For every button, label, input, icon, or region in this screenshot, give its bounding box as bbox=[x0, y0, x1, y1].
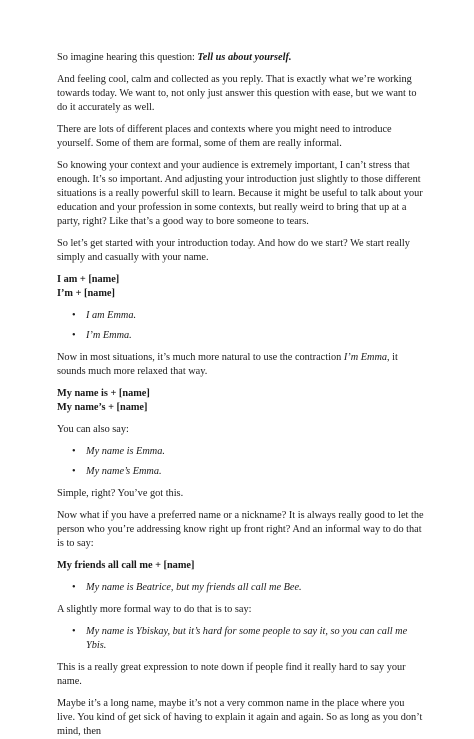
example-list-friends bbox=[57, 581, 424, 595]
example-list-i-am bbox=[57, 309, 424, 343]
paragraph-audience: So knowing your context and your audience is extremely important, I can’t stress that enough. It’s so important. And adjusting your introduction just slightly to those different situations is a really powerful skill to learn. Because it might be useful to talk about your education and your profession in some contexts, but really weird to bring that up at a party, right? Like that’s a good way to bore someone to tears. bbox=[57, 160, 423, 227]
intro-paragraph bbox=[57, 51, 424, 65]
paragraph-also-say: You can also say: bbox=[57, 424, 129, 435]
pattern-heading-my-name bbox=[57, 387, 424, 415]
example-item: • My name is Ybiskay, but it’s hard for some people to say it, so you can call me Ybis. bbox=[86, 625, 424, 653]
paragraph-contraction bbox=[57, 351, 424, 379]
example-list-my-name bbox=[57, 445, 424, 479]
example-item: • My name’s Emma. bbox=[86, 465, 424, 479]
pattern-line: My name’s + [name] bbox=[57, 402, 148, 413]
paragraph-contexts: There are lots of different places and contexts where you might need to introduce yourself. Some of them are formal, some of them are really informal. bbox=[57, 124, 392, 149]
intro-text: So imagine hearing this question: bbox=[57, 52, 198, 63]
example-list-formal bbox=[57, 625, 424, 653]
paragraph-get-started: So let’s get started with your introduction today. And how do we start? We start really simply and casually with your name. bbox=[57, 238, 410, 263]
paragraph-formal: A slightly more formal way to do that is to say: bbox=[57, 604, 252, 615]
paragraph-text: Now in most situations, it’s much more natural to use the contraction bbox=[57, 352, 344, 363]
paragraph-long-name: Maybe it’s a long name, maybe it’s not a very common name in the place where you live. You kind of get sick of having to explain it again and again. So as long as you don’t mind, then bbox=[57, 698, 423, 737]
pattern-line: I am + [name] bbox=[57, 274, 120, 285]
pattern-line: My name is + [name] bbox=[57, 388, 150, 399]
pattern-heading-i-am bbox=[57, 273, 424, 301]
emphasis-text: I’m Emma bbox=[343, 352, 388, 363]
paragraph-nickname: Now what if you have a preferred name or a nickname? It is always really good to let the person who you’re addressing know right up front right? And an informal way to do that is to say: bbox=[57, 510, 424, 549]
pattern-heading-friends: My friends all call me + [name] bbox=[57, 560, 195, 571]
example-item: • My name is Emma. bbox=[86, 445, 424, 459]
intro-question: Tell us about yourself. bbox=[197, 52, 292, 63]
paragraph-goal: And feeling cool, calm and collected as you reply. That is exactly what we’re working towards today. We want to, not only just answer this question with ease, but we want to do it accurately as well. bbox=[57, 74, 417, 113]
paragraph-simple: Simple, right? You’ve got this. bbox=[57, 488, 184, 499]
example-item: • I am Emma. bbox=[86, 309, 424, 323]
paragraph-text: , it sounds much more relaxed that way. bbox=[57, 352, 398, 377]
example-item: • My name is Beatrice, but my friends all call me Bee. bbox=[86, 581, 424, 595]
pattern-line: I’m + [name] bbox=[57, 288, 115, 299]
example-item: • I’m Emma. bbox=[86, 329, 424, 343]
paragraph-note-down: This is a really great expression to note down if people find it really hard to say your name. bbox=[57, 662, 406, 687]
